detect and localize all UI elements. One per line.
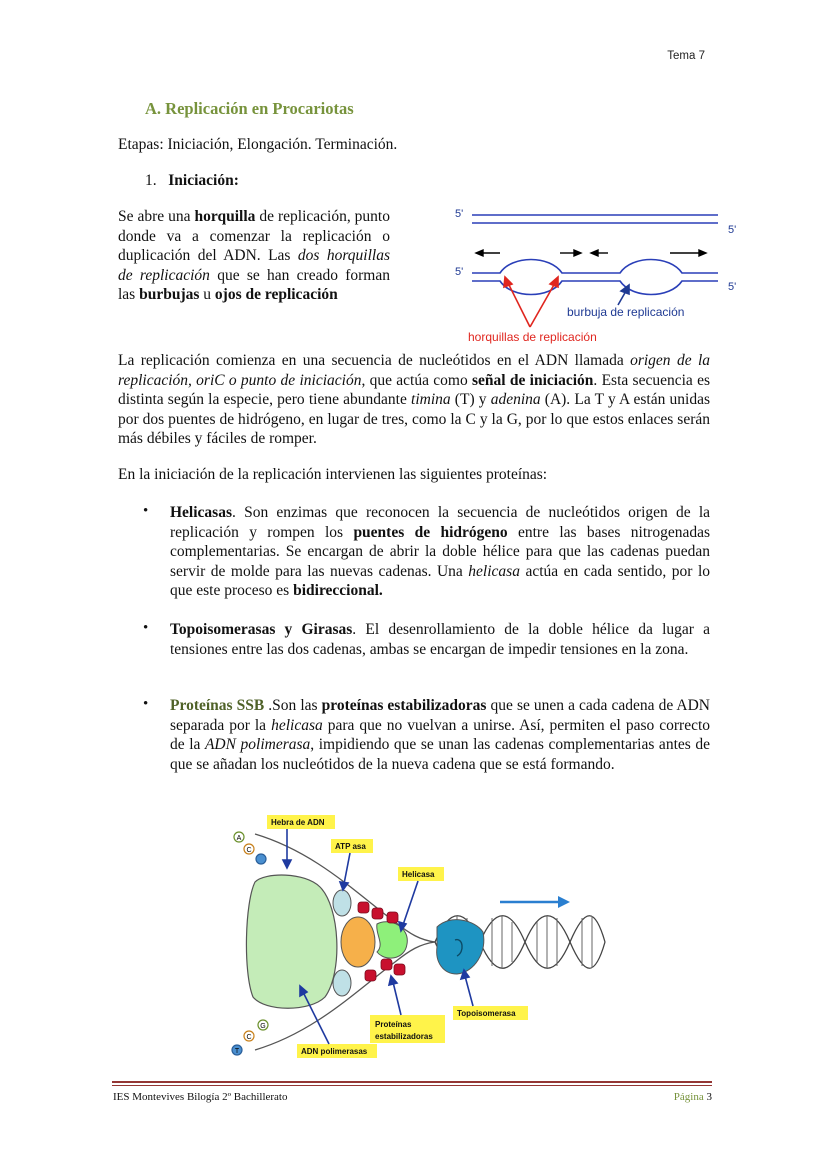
svg-text:A: A — [236, 835, 242, 842]
label-5prime-br: 5' — [728, 281, 737, 293]
paragraph-origin: La replicación comienza en una secuencia de nucleótidos en el ADN llamada origen de la replicación, oriC o punto de iniciación, que actúa como señal de iniciación. Esta secuencia es distinta según la especie, pero tiene abundante timina (T) y adenina (A). La T y A están unidas por dos puentes de hidrógeno, en lugar de tres, como la C y la G, por lo que estos enlaces serán más débiles y fáciles de romper. — [118, 352, 711, 448]
paragraph-proteins-intro: En la iniciación de la replicación intervienen las siguientes proteínas: — [118, 466, 548, 483]
replication-bubble-diagram — [450, 205, 740, 350]
fork-arrows — [504, 277, 558, 327]
page-number: 3 — [706, 1091, 712, 1103]
fork-label: horquillas de replicación — [468, 330, 597, 344]
label-atpase: ATP asa — [335, 842, 366, 851]
label-5prime-tl: 5' — [455, 208, 464, 220]
bubble-label: burbuja de replicación — [567, 305, 685, 319]
label-5prime-tr: 5' — [728, 224, 737, 236]
section-title: A. Replicación en Procariotas — [145, 99, 354, 118]
bullet-dot: • — [143, 696, 149, 712]
subsection-label: Iniciación: — [168, 172, 239, 189]
footer-rule — [112, 1085, 712, 1086]
svg-text:T: T — [234, 1048, 240, 1055]
bullet-dot: • — [143, 503, 149, 519]
bullet-dot: • — [143, 620, 149, 636]
svg-text:C: C — [246, 847, 252, 854]
label-helicase: Helicasa — [402, 870, 435, 879]
label-strand: Hebra de ADN — [271, 818, 325, 827]
header-topic: Tema 7 — [667, 50, 705, 62]
intro-paragraph: Se abre una horquilla de replicación, punto donde va a comenzar la replicación o duplicación del ADN. Las dos horquillas de replicación que se han creado forman las burbujas u ojos de replicación — [118, 208, 390, 304]
label-topoisomerase: Topoisomerasa — [457, 1009, 516, 1018]
replication-fork-diagram — [225, 812, 610, 1067]
nucleotides-top — [234, 832, 266, 864]
subsection-number: 1. — [145, 172, 157, 189]
label-5prime-bl: 5' — [455, 266, 464, 278]
nucleotides-bottom — [232, 1020, 268, 1055]
footer-page: Página 3 — [673, 1091, 712, 1103]
footer-rule — [112, 1081, 712, 1083]
bullet-helicasas: Helicasas. Son enzimas que reconocen la secuencia de nucleótidos origen de la replicación y rompen los puentes de hidrógeno entre las bases nitrogenadas complementarias. Se encargan de abrir la doble hélice para que las cadenas puedan servir de molde para las nuevas cadenas. Una helicasa actúa en cada sentido, por lo que este proceso es bidireccional. — [170, 504, 710, 600]
topoisomerase-shape — [437, 920, 484, 974]
orange-protein — [341, 917, 375, 967]
svg-text:G: G — [260, 1023, 266, 1030]
bullet-topoisomerasas: Topoisomerasas y Girasas. El desenrollamiento de la doble hélice da lugar a tensiones entre las dos cadenas, ambas se encargan de impedir tensiones en la zona. — [170, 621, 710, 658]
svg-text:C: C — [246, 1034, 252, 1041]
bullet-ssb: Proteínas SSB .Son las proteínas estabilizadoras que se unen a cada cadena de ADN separada por la helicasa para que no vuelvan a unirse. Así, permiten el paso correcto de la ADN polimerasa, impidiendo que se unan las cadenas complementarias antes de que se añadan los nucleótidos de la nueva cadena que se está formando. — [170, 697, 711, 773]
label-ssb-1: Proteínas — [375, 1020, 412, 1029]
stages-line: Etapas: Iniciación, Elongación. Terminación. — [118, 136, 398, 153]
dna-polymerase-shape — [246, 875, 336, 1008]
direction-arrows — [476, 250, 706, 256]
footer-school: IES Montevives Bilogía 2º Bachillerato — [113, 1091, 288, 1103]
label-polymerase: ADN polimerasas — [301, 1047, 368, 1056]
label-ssb-2: estabilizadoras — [375, 1032, 433, 1041]
subsection-title — [145, 172, 239, 190]
